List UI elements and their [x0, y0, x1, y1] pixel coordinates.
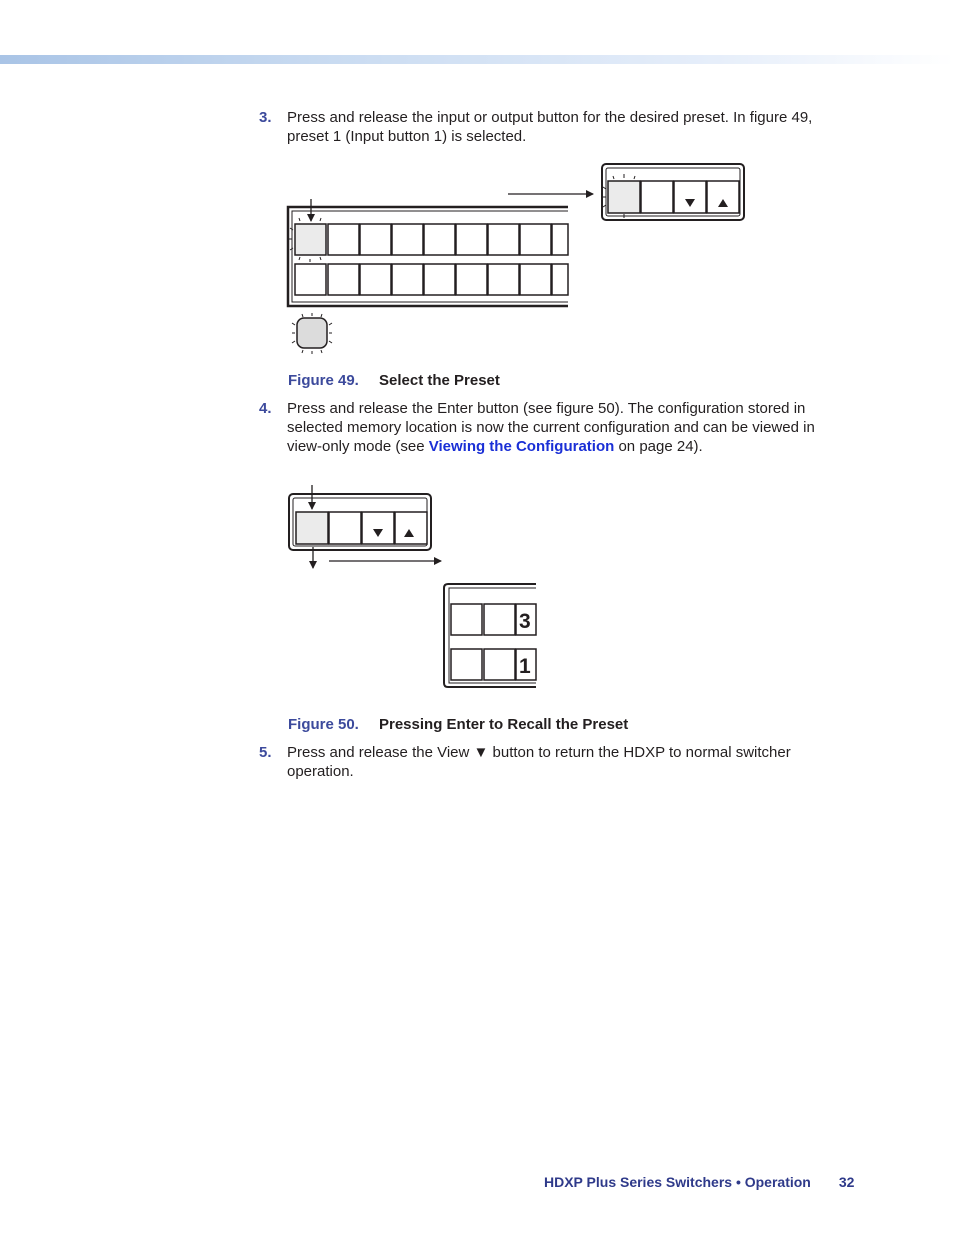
input-button[interactable]	[520, 224, 551, 255]
figure-title: Pressing Enter to Recall the Preset	[379, 716, 629, 733]
figure-number: Figure 50.	[288, 716, 359, 733]
output-button[interactable]	[520, 264, 551, 295]
display-cell	[484, 649, 515, 680]
step-text: Press and release the View ▼ button to return the HDXP to normal switcher operation.	[287, 744, 791, 780]
display-cell	[484, 604, 515, 635]
figure-number: Figure 49.	[288, 372, 359, 389]
input-button[interactable]	[328, 224, 359, 255]
output-button[interactable]	[392, 264, 423, 295]
view-up-button[interactable]	[707, 181, 739, 213]
step-4	[259, 399, 839, 456]
step-text-before: Press and release the Enter button (see figure 50). The configuration stored in selected memory location is now the current configuration and can be viewed in view-only mode (see	[287, 400, 815, 455]
output-buttons-row	[295, 264, 568, 295]
output-button[interactable]	[328, 264, 359, 295]
step-number: 4.	[259, 400, 272, 417]
preset-display-panel	[444, 584, 536, 687]
display-digit-bottom: 1	[519, 655, 531, 678]
enter-button[interactable]	[296, 512, 328, 544]
step-3	[259, 108, 839, 146]
page-number: 32	[838, 1174, 855, 1190]
view-down-button[interactable]	[674, 181, 706, 213]
output-button[interactable]	[488, 264, 519, 295]
figure-50-caption	[288, 716, 628, 733]
input-button[interactable]	[488, 224, 519, 255]
view-up-button[interactable]	[395, 512, 427, 544]
input-button[interactable]	[360, 224, 391, 255]
figure-50-diagram	[280, 475, 550, 695]
input-button[interactable]	[552, 224, 568, 255]
step-5	[259, 743, 839, 781]
input-button-1[interactable]	[295, 224, 326, 255]
page-footer	[544, 1174, 854, 1190]
output-button[interactable]	[552, 264, 568, 295]
lit-indicator-button	[292, 313, 332, 354]
display-digit-top: 3	[519, 610, 531, 633]
input-button[interactable]	[392, 224, 423, 255]
view-down-button[interactable]	[362, 512, 394, 544]
control-button[interactable]	[641, 181, 673, 213]
viewing-configuration-link[interactable]: Viewing the Configuration	[428, 438, 615, 455]
display-cell	[451, 649, 482, 680]
input-buttons-row	[295, 224, 568, 255]
output-button[interactable]	[424, 264, 455, 295]
step-number: 3.	[259, 109, 272, 126]
enter-button[interactable]	[608, 181, 640, 213]
output-button[interactable]	[360, 264, 391, 295]
display-cell	[451, 604, 482, 635]
step-text-after: on page 24).	[614, 438, 703, 455]
footer-title: HDXP Plus Series Switchers • Operation	[544, 1174, 811, 1190]
figure-49-caption	[288, 372, 500, 389]
step-text	[287, 399, 839, 456]
input-button[interactable]	[424, 224, 455, 255]
input-button[interactable]	[456, 224, 487, 255]
header-gradient-bar	[0, 55, 954, 64]
figure-49-diagram	[280, 155, 755, 365]
output-button[interactable]	[295, 264, 326, 295]
figure-title: Select the Preset	[379, 372, 500, 389]
control-button[interactable]	[329, 512, 361, 544]
enter-view-control-panel	[602, 164, 744, 220]
step-number: 5.	[259, 744, 272, 761]
output-button[interactable]	[456, 264, 487, 295]
step-text: Press and release the input or output button for the desired preset. In figure 49, preset 1 (Input button 1) is selected.	[287, 109, 813, 145]
enter-view-control-panel	[289, 494, 431, 550]
